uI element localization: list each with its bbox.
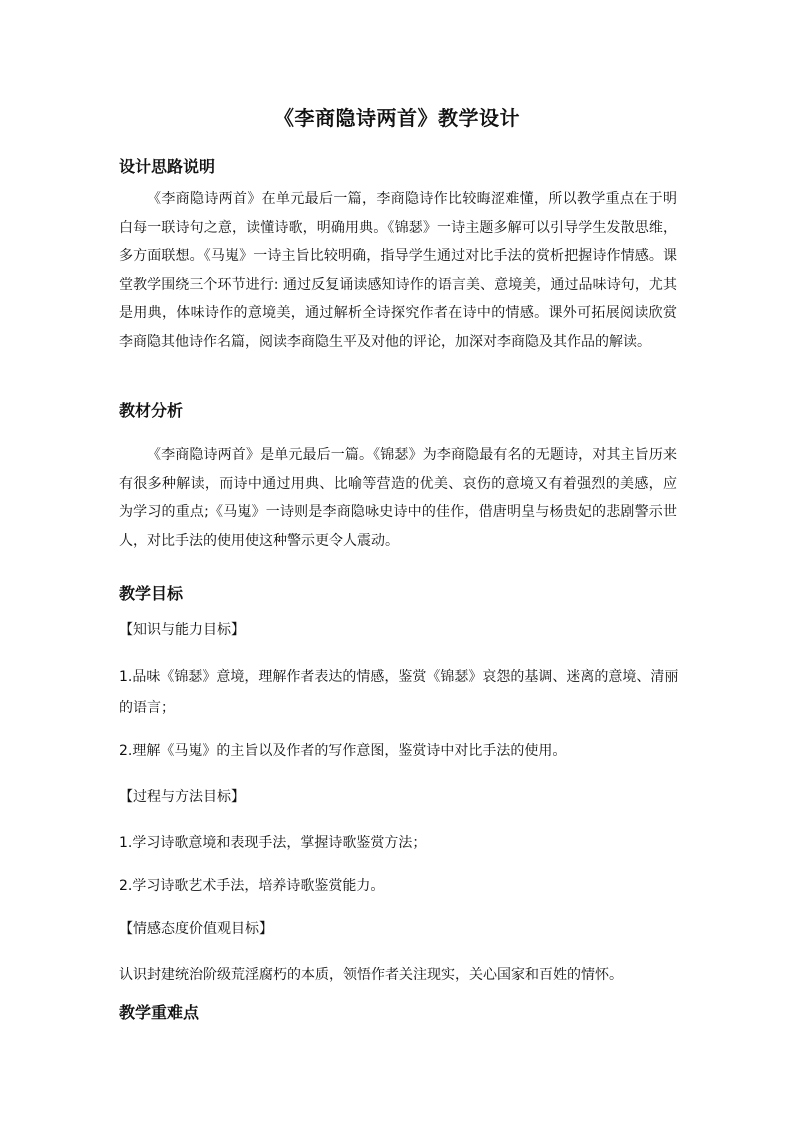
list-item: 1.学习诗歌意境和表现手法，掌握诗歌鉴赏方法； (119, 835, 427, 851)
list-item: 2.理解《马嵬》的主旨以及作者的写作意图，鉴赏诗中对比手法的使用。 (119, 743, 567, 759)
list-item-continuation: 的语言； (119, 700, 175, 716)
subheading-process-method: 【过程与方法目标】 (119, 789, 245, 805)
section-heading-design-idea: 设计思路说明 (119, 157, 216, 176)
section-heading-key-difficulties: 教学重难点 (119, 1003, 200, 1022)
list-item: 1.品味《锦瑟》意境，理解作者表达的情感，鉴赏《锦瑟》哀怨的基调、迷离的意境、清丽 (119, 669, 679, 685)
section-heading-material-analysis: 教材分析 (119, 401, 184, 420)
paragraph-material-analysis: 《李商隐诗两首》是单元最后一篇。《锦瑟》为李商隐最有名的无题诗，对其主旨历来有很多种解读，而诗中通过用典、比喻等营造的优美、哀伤的意境又有着强烈的美感，应为学习的重点;《马嵬》一诗则是李商隐咏史诗中的佳作，借唐明皇与杨贵妃的悲剧警示世人，对比手法的使用使这种警示更令人震动。 (119, 447, 677, 549)
subheading-emotion-values: 【情感态度价值观目标】 (119, 921, 273, 937)
list-item: 认识封建统治阶级荒淫腐朽的本质，领悟作者关注现实，关心国家和百姓的情怀。 (119, 967, 623, 983)
document-title: 《李商隐诗两首》教学设计 (274, 106, 520, 130)
subheading-knowledge-ability: 【知识与能力目标】 (119, 622, 245, 638)
paragraph-design-idea: 《李商隐诗两首》在单元最后一篇，李商隐诗作比较晦涩难懂，所以教学重点在于明白每一联诗句之意，读懂诗歌，明确用典。《锦瑟》一诗主题多解可以引导学生发散思维，多方面联想。《马嵬》一诗主旨比较明确，指导学生通过对比手法的赏析把握诗作情感。课堂教学围绕三个环节进行: 通过反复诵读感知诗作的语言美、意境美，通过品味诗句，尤其是用典，体味诗作的意境美，通过解析全诗探究作者在诗中的情感。课外可拓展阅读欣赏李商隐其他诗作名篇，阅读李商隐生平及对他的评论，加深对李商隐及其作品的解读。 (119, 191, 677, 350)
section-heading-teaching-goals: 教学目标 (119, 584, 184, 603)
list-item: 2.学习诗歌艺术手法，培养诗歌鉴赏能力。 (119, 878, 385, 894)
